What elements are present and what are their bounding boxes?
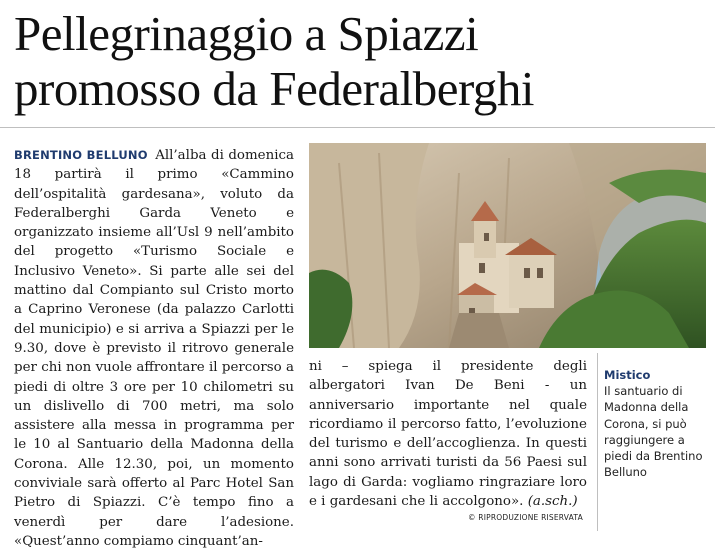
article-text-col1: All’alba di domenica 18 partirà il primo «Cammino dell’ospitalità gardesana», voluto da Federalberghi Garda Veneto e organizzato insieme all’Usl 9 nell’ambito del progetto «Turismo Sociale e Inclusivo Veneto». Si parte alle sei del mattino dal Compianto sul Cristo morto a Caprino Veronese (da palazzo Carlotti del municipio) e si arriva a Spiazzi per le 9.30, dove è previsto il ritrovo generale per chi non vuole affrontare il percorso a piedi di oltre 3 ore per 10 chilometri su un dislivello di 700 metri, ma solo assistere alla messa in programma per le 10 al Santuario della Madonna della Corona. Alle 12.30, poi, un momento conviviale sarà offerto al Parc Hotel San Pietro di Spiazzi. C’è tempo fino a venerdì per dare l’adesione. «Quest’anno compiamo cinquant’an- [14, 148, 294, 549]
copyright-notice: © RIPRODUZIONE RISERVATA [468, 513, 583, 522]
article-column-1 [14, 146, 294, 551]
article-column-2 [309, 357, 587, 511]
sanctuary-photo [309, 143, 706, 348]
article-paragraph-1 [14, 146, 294, 551]
photo-caption [604, 367, 708, 480]
article-byline: (a.sch.) [527, 494, 578, 510]
caption-title: Mistico [604, 368, 651, 382]
headline-divider [0, 127, 715, 128]
caption-divider [597, 353, 598, 531]
headline-line-1: Pellegrinaggio a Spiazzi [14, 6, 479, 61]
headline [14, 6, 704, 116]
headline-line-2: promosso da Federalberghi [14, 61, 535, 116]
article-paragraph-2 [309, 357, 587, 511]
article-text-col2: ni – spiega il presidente degli albergatori Ivan De Beni - un anniversario importante nel quale ricordiamo il percorso fatto, l’evoluzione del turismo e dell’accoglienza. In questi anni sono arrivati turisti da 56 Paesi sul lago di Garda: vogliamo ringraziare loro e i gardesani che li accolgono». [309, 359, 587, 510]
sanctuary-photo-illustration [309, 143, 706, 348]
article-kicker: BRENTINO BELLUNO [14, 148, 148, 162]
caption-body: Il santuario di Madonna della Corona, si può raggiungere a piedi da Brentino Belluno [604, 384, 703, 480]
